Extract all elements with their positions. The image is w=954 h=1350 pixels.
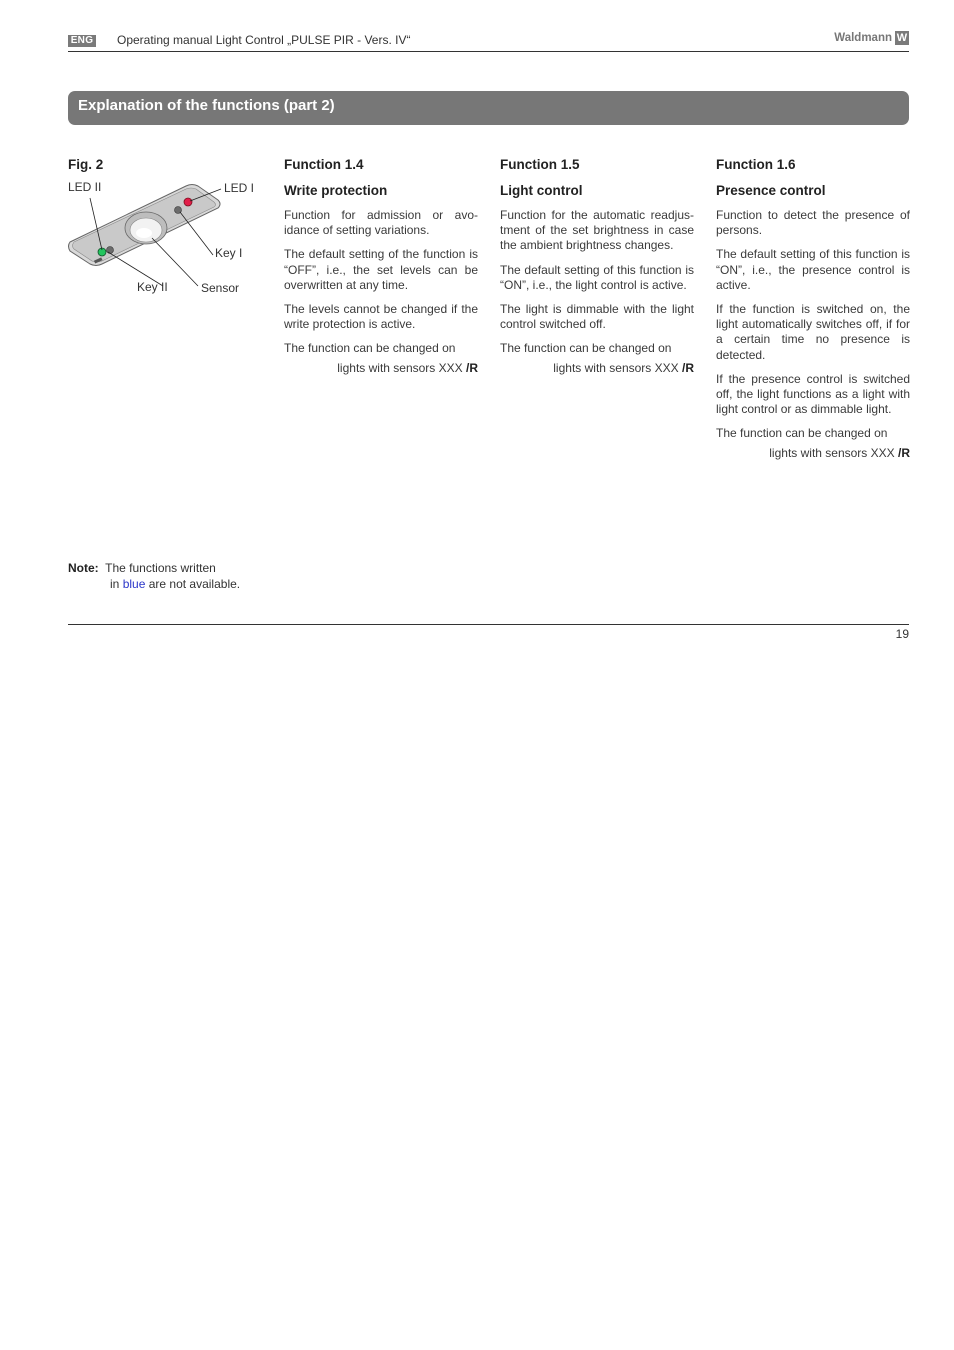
function-paragraph: Function to detect the presence of persons. [716,208,910,238]
function-paragraph: The levels cannot be changed if the write protection is active. [284,302,478,332]
function-changed-text: The function can be changed on [716,426,888,441]
note-text-1: The functions written [105,561,216,575]
footer-rule [68,624,909,625]
note-in-word: in [110,576,120,591]
function-sensors-line [500,361,694,376]
function-paragraph: The light is dimmable with the light control switched off. [500,302,694,332]
function-paragraph: The default setting of this function is “ON”, i.e., the light control is active. [500,262,694,292]
sensors-suffix: /R [466,360,478,375]
note-line-1 [68,561,240,577]
sensors-text: lights with sensors XXX [553,360,679,375]
function-changed-text: The function can be changed on [284,341,456,356]
note-label: Note: [68,561,99,575]
function-paragraph: Function for the automatic readjus-tment of the set brightness in case the ambient brightness changes. [500,208,694,253]
function-column-1-6 [716,156,910,461]
note-rest: are not available. [148,576,241,591]
function-paragraph: If the function is switched on, the light automatically switches off, if for a certain time no presence is detected. [716,302,910,362]
function-paragraph: If the presence control is switched off, the light functions as a light with light control or as dimmable light. [716,371,910,417]
sensor-highlight [136,228,152,238]
function-sensors-line [716,446,910,461]
document-title: Operating manual Light Control „PULSE PIR - Vers. IV“ [117,33,411,47]
note-blue-word: blue [122,576,146,591]
leader-sensor [152,238,198,286]
brand [834,30,909,46]
function-number: Function 1.6 [716,157,796,172]
function-changed-text: The function can be changed on [500,341,672,356]
sensors-suffix: /R [898,445,910,460]
figure-label: Fig. 2 [68,157,104,172]
callout-led-ii: LED II [68,180,102,194]
section-title: Explanation of the functions (part 2) [78,97,335,114]
key-ii-button [107,247,114,254]
function-title: Presence control [716,183,826,198]
led-i-indicator [184,198,192,206]
page-header [68,30,909,52]
function-column-1-5 [500,156,694,376]
function-paragraph: Function for admission or avo-idance of setting variations. [284,208,478,238]
brand-logo-icon: W [896,32,908,44]
function-title: Write protection [284,183,388,198]
brand-name: Waldmann [834,32,892,44]
sensors-text: lights with sensors XXX [337,360,463,375]
callout-led-i: LED I [224,181,255,195]
function-number: Function 1.4 [284,157,364,172]
function-column-1-4 [284,156,478,376]
callout-key-i: Key I [215,246,243,260]
callout-sensor: Sensor [201,281,240,295]
function-title: Light control [500,183,583,198]
note-line-2 [68,577,240,593]
figure-column [68,156,268,295]
page-number: 19 [895,627,909,641]
sensors-suffix: /R [682,360,694,375]
sensors-text: lights with sensors XXX [769,445,895,460]
section-banner [68,91,909,125]
sensor-diagram [68,176,268,301]
function-sensors-line [284,361,478,376]
function-paragraph: The default setting of this function is “ON”, i.e., the presence control is active. [716,247,910,292]
callout-key-ii: Key II [137,280,168,294]
language-badge: ENG [68,35,96,47]
function-paragraph: The default setting of the function is “OFF”, i.e., the set levels can be overwritten at any time. [284,247,478,292]
availability-note [68,561,240,592]
function-number: Function 1.5 [500,157,580,172]
